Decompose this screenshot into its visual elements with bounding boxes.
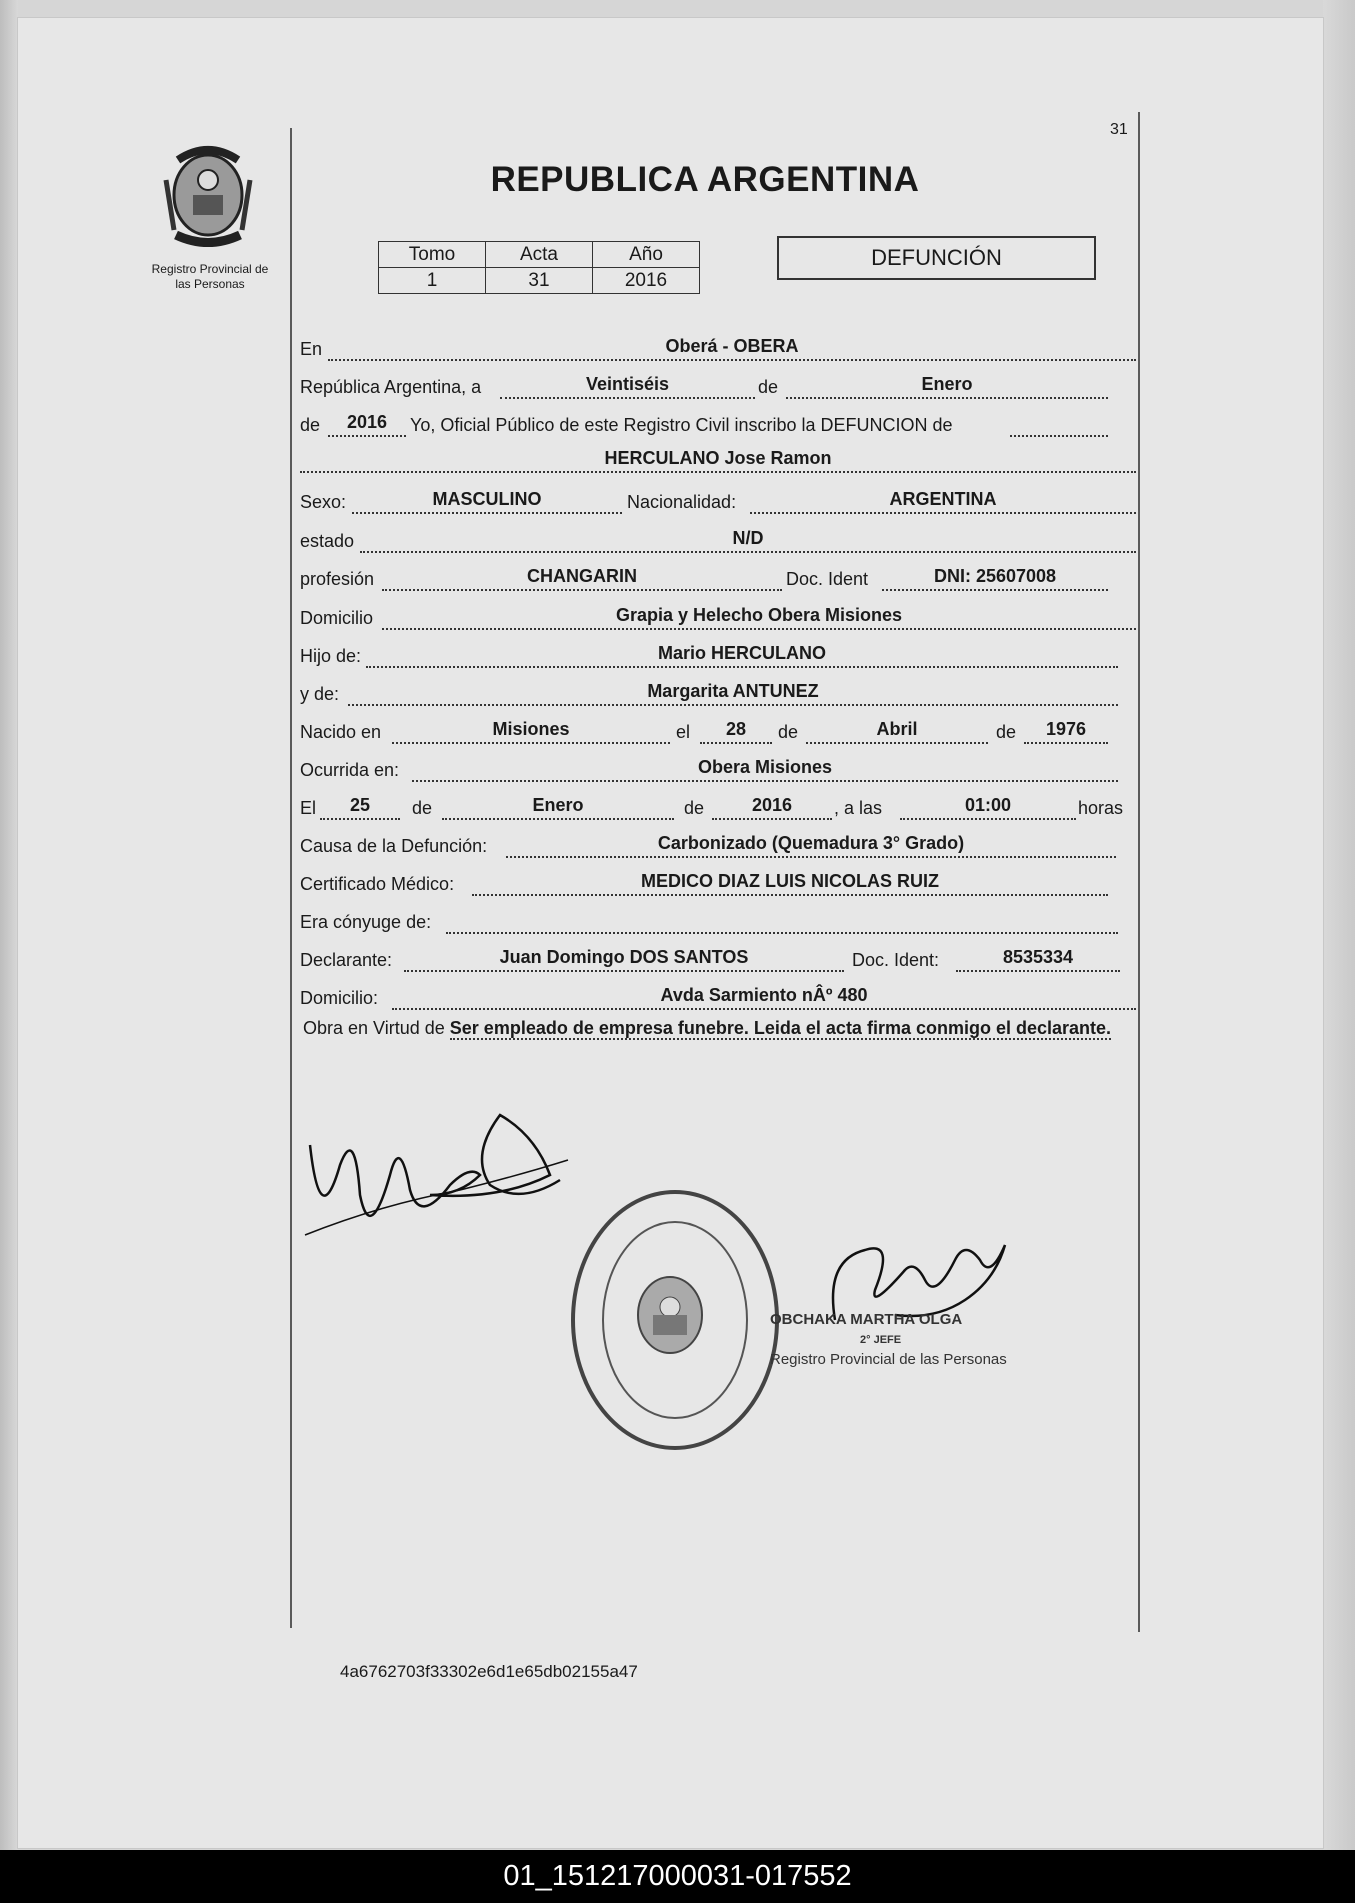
value-tomo: 1 [379,268,486,294]
document-hash: 4a6762703f33302e6d1e65db02155a47 [340,1662,638,1681]
field-ocurrida: Obera Misiones [412,754,1118,782]
field-nacido-lugar: Misiones [392,716,670,744]
record-type-box: DEFUNCIÓN [777,236,1096,280]
row-causa: Causa de la Defunción: Carbonizado (Quemadura 3° Grado) [300,832,1138,860]
field-mes: Enero [786,371,1108,399]
field-def-dia: 25 [320,792,400,820]
field-madre: Margarita ANTUNEZ [348,678,1118,706]
row-anio: de 2016 Yo, Oficial Público de este Registro Civil inscribo la DEFUNCION de [300,411,1138,439]
row-sexo: Sexo: MASCULINO Nacionalidad: ARGENTINA [300,488,1138,516]
row-madre: y de: Margarita ANTUNEZ [300,680,1138,708]
document-title: REPUBLICA ARGENTINA [490,160,920,199]
left-margin-line [290,128,292,1628]
obra-en-virtud: Obra en Virtud de Ser empleado de empresa funebre. Leida el acta firma conmigo el declarante. [303,1018,1112,1038]
field-declarante-domicilio: Avda Sarmiento nÂº 480 [392,982,1136,1010]
field-estado: N/D [360,525,1136,553]
official-role: 2° JEFE [860,1334,902,1346]
official-office: Registro Provincial de las Personas [770,1351,1007,1368]
record-table [378,241,700,294]
field-declarante-doc: 8535334 [956,944,1120,972]
page-edge-left [0,0,18,1903]
row-fecha: República Argentina, a Veintiséis de Enero [300,373,1138,401]
field-def-anio: 2016 [712,792,832,820]
field-sexo: MASCULINO [352,486,622,514]
registry-caption: Registro Provincial de las Personas [151,262,269,291]
field-nombre: HERCULANO Jose Ramon [300,445,1136,473]
field-causa: Carbonizado (Quemadura 3° Grado) [506,830,1116,858]
registry-seal-icon [565,1185,785,1455]
field-nacionalidad: ARGENTINA [750,486,1136,514]
row-profesion: profesión CHANGARIN Doc. Ident DNI: 25607008 [300,565,1138,593]
field-padre: Mario HERCULANO [366,640,1118,668]
row-ocurrida: Ocurrida en: Obera Misiones [300,756,1138,784]
row-estado: estado N/D [300,527,1138,555]
row-domicilio: Domicilio Grapia y Helecho Obera Misiones [300,604,1138,632]
row-conyuge: Era cónyuge de: [300,908,1138,936]
field-inscribo-blank [1010,409,1108,437]
right-margin-line [1138,112,1140,1632]
page-edge-right [1323,0,1355,1903]
official-stamp [770,1310,1007,1370]
field-dia-texto: Veintiséis [500,371,755,399]
official-name: OBCHAKA MARTHA OLGA [770,1311,963,1328]
row-lugar: En Oberá - OBERA [300,335,1138,363]
row-certificado: Certificado Médico: MEDICO DIAZ LUIS NICOLAS RUIZ [300,870,1138,898]
field-declarante: Juan Domingo DOS SANTOS [404,944,844,972]
row-nacimiento: Nacido en Misiones el 28 de Abril de 1976 [300,718,1138,746]
value-anio: 2016 [593,268,700,294]
field-profesion: CHANGARIN [382,563,782,591]
field-conyuge [446,906,1118,934]
row-padre: Hijo de: Mario HERCULANO [300,642,1138,670]
field-def-mes: Enero [442,792,674,820]
header-acta: Acta [486,242,593,268]
header-tomo: Tomo [379,242,486,268]
row-fecha-defuncion: El 25 de Enero de 2016 , a las 01:00 horas [300,794,1138,822]
row-nombre [300,447,1138,475]
field-doc-ident: DNI: 25607008 [882,563,1108,591]
declarant-signature-icon [300,1105,570,1250]
row-domicilio-declarante: Domicilio: Avda Sarmiento nÂº 480 [300,984,1138,1012]
page-number: 31 [1110,121,1128,138]
header-anio: Año [593,242,700,268]
coat-of-arms-icon [158,140,258,250]
value-acta: 31 [486,268,593,294]
field-lugar: Oberá - OBERA [328,333,1136,361]
field-def-hora: 01:00 [900,792,1076,820]
field-nacido-anio: 1976 [1024,716,1108,744]
field-nacido-mes: Abril [806,716,988,744]
field-anio: 2016 [328,409,406,437]
footer-code-bar: 01_151217000031-017552 [0,1850,1355,1903]
field-nacido-dia: 28 [700,716,772,744]
field-certificado: MEDICO DIAZ LUIS NICOLAS RUIZ [472,868,1108,896]
row-declarante: Declarante: Juan Domingo DOS SANTOS Doc. Ident: 8535334 [300,946,1138,974]
obra-texto: Ser empleado de empresa funebre. Leida el acta firma conmigo el declarante. [449,1018,1112,1038]
field-domicilio: Grapia y Helecho Obera Misiones [382,602,1136,630]
